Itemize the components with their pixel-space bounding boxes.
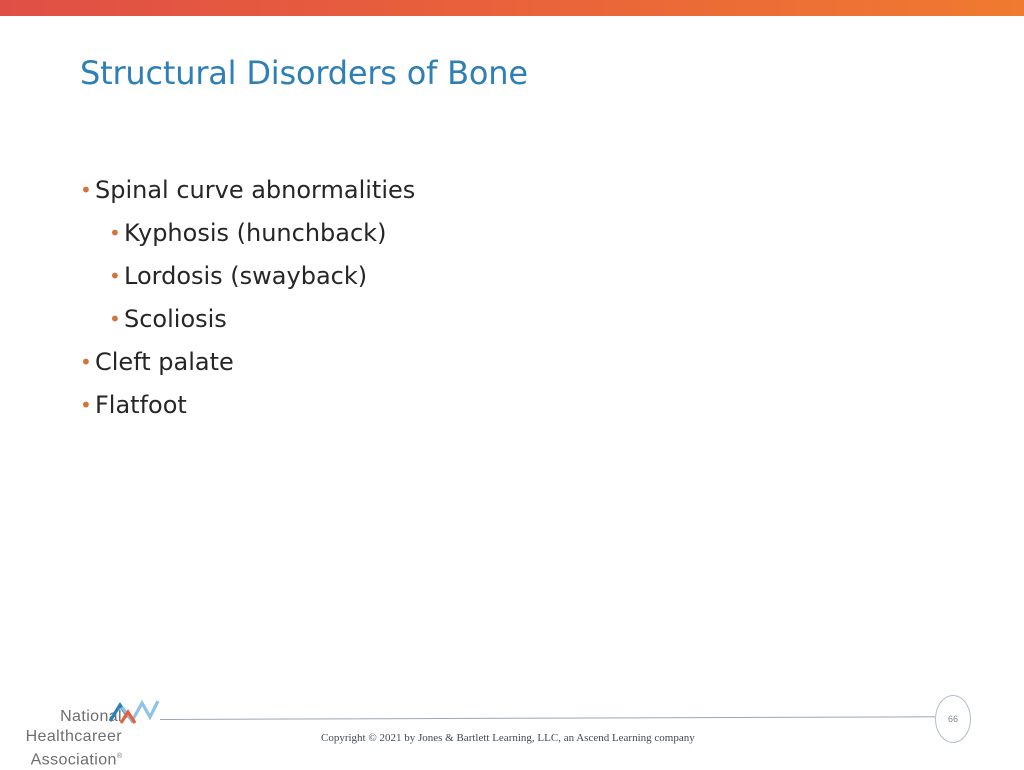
footer-divider — [160, 716, 935, 720]
slide-title: Structural Disorders of Bone — [80, 54, 528, 92]
bullet-item — [80, 387, 415, 430]
logo-line-healthcareer: Healthcareer — [25, 728, 122, 745]
bullet-dot: • — [80, 393, 92, 417]
bullet-text: Cleft palate — [95, 348, 234, 376]
bullet-item — [80, 172, 415, 215]
bullet-dot: • — [109, 264, 121, 288]
logo-line-association-wrap — [4, 747, 122, 770]
bullet-dot: • — [109, 307, 121, 331]
sub-bullet-item — [80, 301, 415, 344]
bullet-list — [80, 172, 415, 430]
logo-line-national: National — [60, 708, 122, 725]
logo-line-association: Association — [30, 751, 117, 769]
page-number: 66 — [935, 695, 971, 743]
bullet-text: Lordosis (swayback) — [124, 262, 368, 290]
nha-logo-icon — [108, 699, 162, 725]
copyright-notice: Copyright © 2021 by Jones & Bartlett Learning, LLC, an Ascend Learning company — [321, 732, 695, 744]
sub-bullet-item — [80, 215, 415, 258]
bullet-item — [80, 344, 415, 387]
bullet-text: Kyphosis (hunchback) — [124, 219, 387, 247]
sub-bullet-item — [80, 258, 415, 301]
bullet-text: Scoliosis — [124, 305, 227, 333]
nha-logo-text — [4, 707, 122, 770]
registered-mark: ® — [116, 753, 122, 760]
bullet-dot: • — [80, 350, 92, 374]
bullet-text: Flatfoot — [95, 391, 187, 419]
bullet-dot: • — [80, 178, 92, 202]
bullet-dot: • — [109, 221, 121, 245]
top-accent-bar — [0, 0, 1024, 16]
bullet-text: Spinal curve abnormalities — [95, 176, 416, 204]
